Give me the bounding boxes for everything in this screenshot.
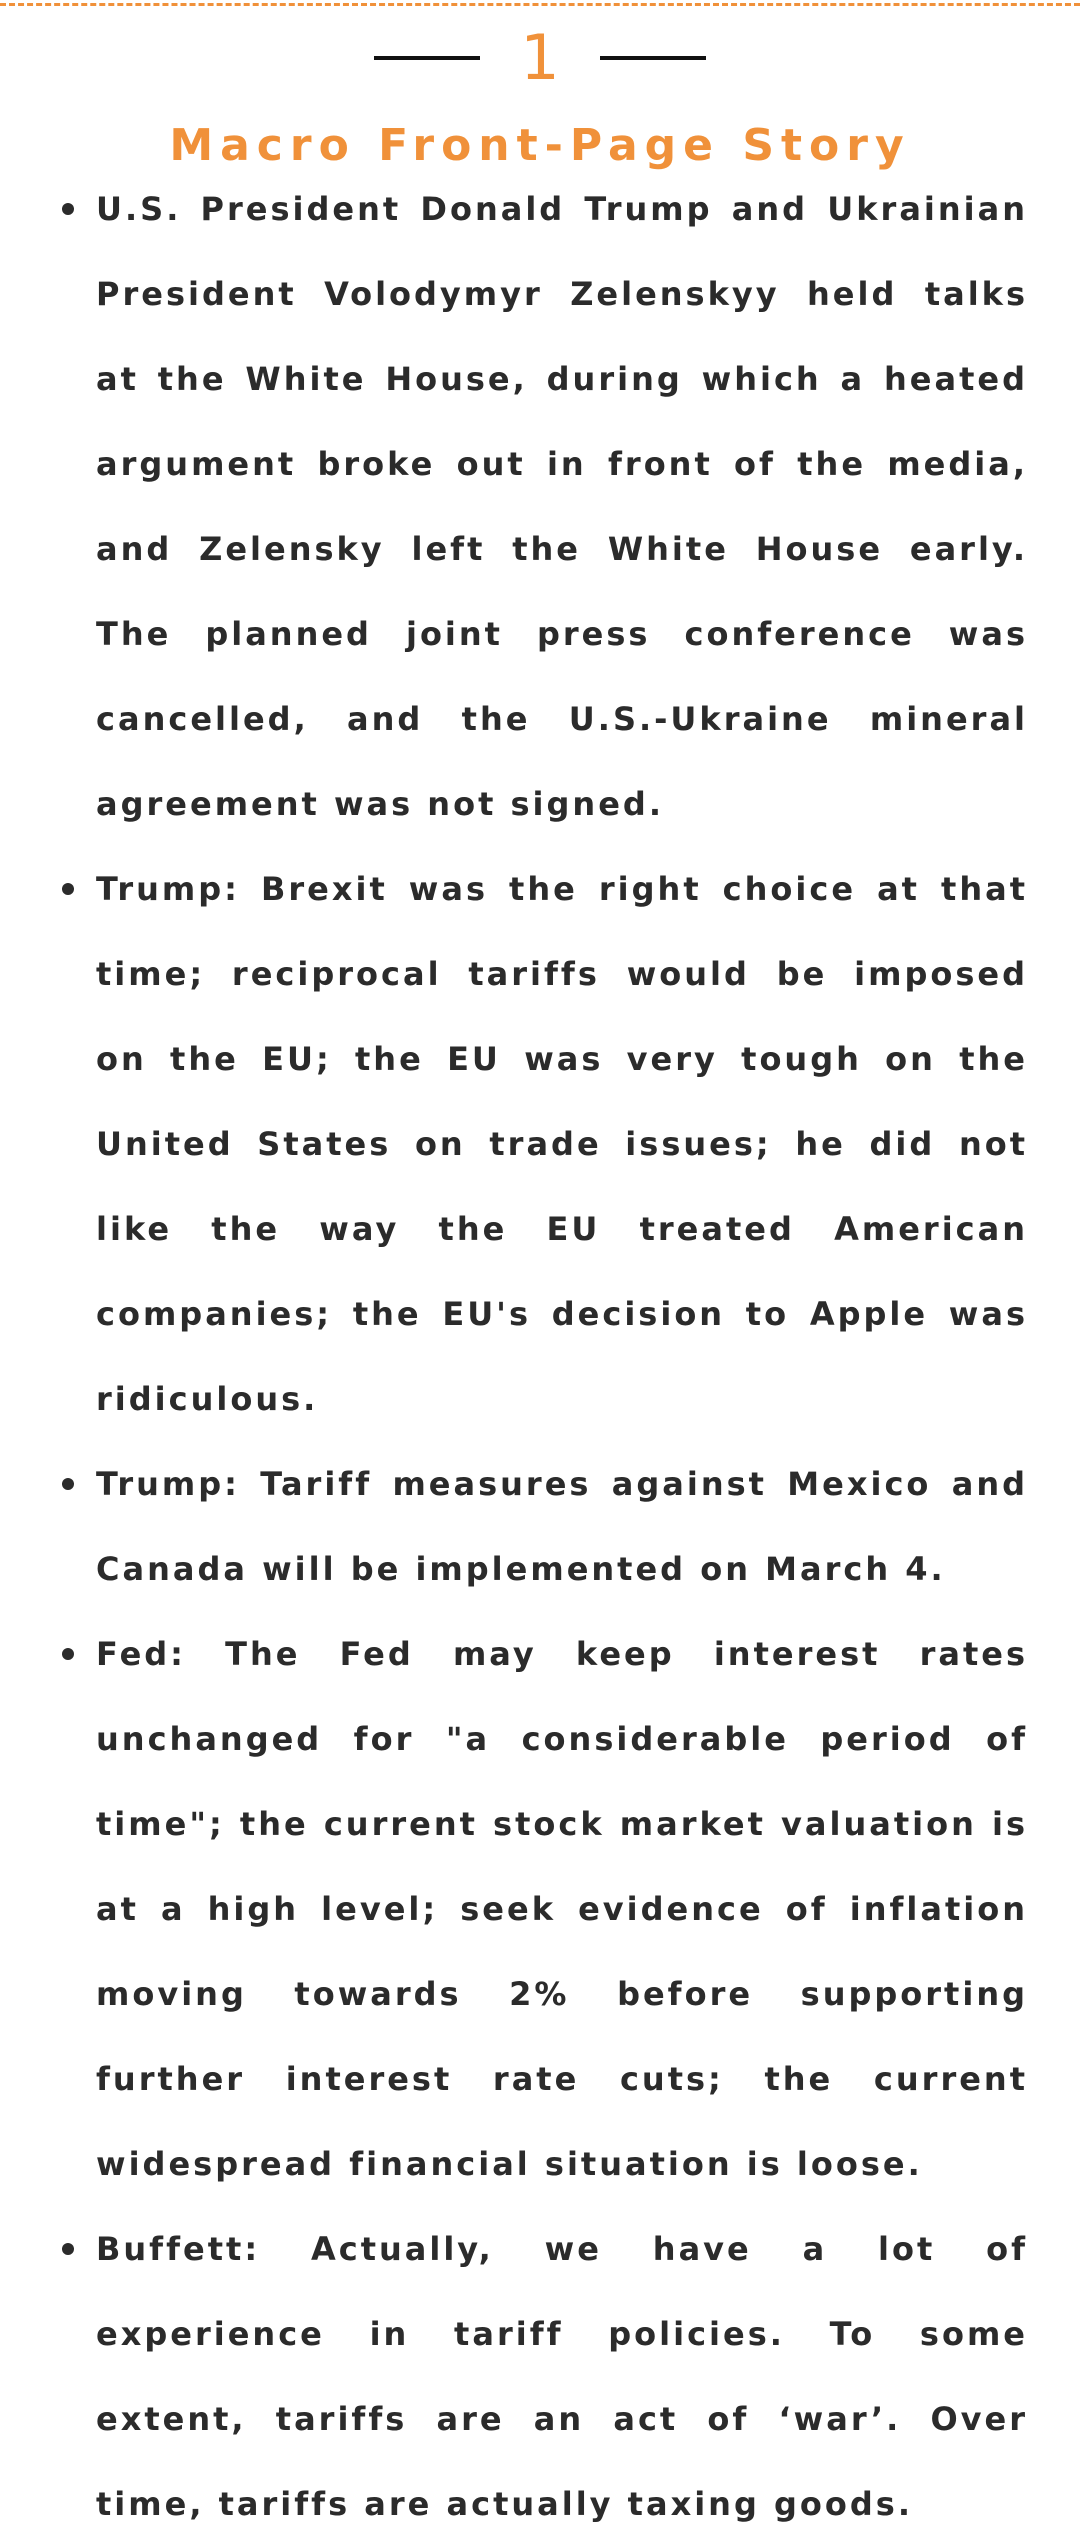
story-text: Trump: Brexit was the right choice at that time; reciprocal tariffs would be imposed on the EU; the EU was very tough on the United States on trade issues; he did not like the way the EU treated American companies; the EU's decision to Apple was ridiculous. (96, 870, 1028, 1418)
story-text: Trump: Tariff measures against Mexico and Canada will be implemented on March 4. (96, 1465, 1028, 1588)
bullet-dot-icon (62, 1478, 74, 1490)
left-rule (374, 56, 480, 60)
bullet-dot-icon (62, 883, 74, 895)
story-list (0, 167, 1080, 2547)
story-text: Buffett: Actually, we have a lot of experience in tariff policies. To some extent, tariffs are an act of ‘war’. Over time, tariffs are actually taxing goods. (96, 2230, 1028, 2523)
story-item (96, 2207, 1028, 2547)
bullet-dot-icon (62, 1648, 74, 1660)
top-dashed-border (0, 3, 1080, 6)
story-text: Fed: The Fed may keep interest rates unchanged for "a considerable period of time"; the current stock market valuation is at a high level; seek evidence of inflation moving towards 2% before supporting further interest rate cuts; the current widespread financial situation is loose. (96, 1635, 1028, 2183)
story-item (96, 167, 1028, 847)
section-title: Macro Front-Page Story (169, 120, 911, 171)
section-header (0, 22, 1080, 172)
bullet-dot-icon (62, 203, 74, 215)
section-number: 1 (520, 21, 560, 94)
section-number-row (0, 22, 1080, 94)
story-item (96, 1442, 1028, 1612)
story-item (96, 1612, 1028, 2207)
right-rule (600, 56, 706, 60)
bullet-dot-icon (62, 2243, 74, 2255)
story-item (96, 847, 1028, 1442)
story-text: U.S. President Donald Trump and Ukrainian President Volodymyr Zelenskyy held talks at the White House, during which a heated argument broke out in front of the media, and Zelensky left the White House early. The planned joint press conference was cancelled, and the U.S.-Ukraine mineral agreement was not signed. (96, 190, 1028, 823)
